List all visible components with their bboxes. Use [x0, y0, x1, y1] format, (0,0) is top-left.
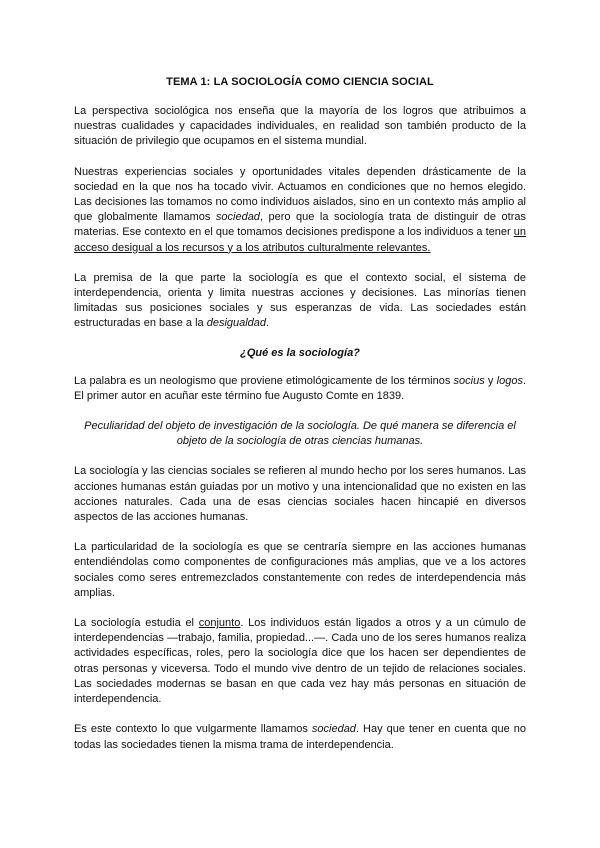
paragraph-8 [74, 722, 526, 752]
paragraph-3-text-c: . [266, 317, 270, 330]
paragraph-3 [74, 271, 526, 332]
section-heading: ¿Qué es la sociología? [240, 346, 360, 359]
paragraph-4-text-e: . El primer autor en acuñar este término fue Augusto Comte en 1839. [74, 374, 526, 402]
paragraph-6: La particularidad de la sociología es que se centraría siempre en las acciones humanas entendiéndolas como componentes de configuraciones más amplias, que ve a los actores sociales como seres entremezclados constantemente con redes de interdependencia más amplias. [74, 541, 526, 599]
paragraph-4 [74, 374, 526, 404]
paragraph-2-text-c: , pero que la sociología trata de distinguir de otras materias. Ese contexto en el que tomamos decisiones predispone a los individuos a tener [74, 211, 526, 239]
paragraph-5: La sociología y las ciencias sociales se refieren al mundo hecho por los seres humanos. Las acciones humanas están guiadas por un motivo y una intencionalidad que no existen en las acciones naturales. Cada una de esas ciencias sociales hacen hincapié en diversos aspectos de las acciones humanas. [74, 465, 526, 524]
paragraph-3-text-a: La premisa de la que parte la sociología es que el contexto social, el sistema de interdependencia, orienta y limita nuestras acciones y decisiones. Las minorías tienen limitadas sus posiciones sociales y sus esperanzas de vida. Las sociedades están estructuradas en base a la [74, 271, 526, 330]
paragraph-7-text-a: La sociología estudia el [74, 617, 199, 630]
paragraph-4-term-socius: socius [453, 374, 485, 387]
document-title: TEMA 1: LA SOCIOLOGÍA COMO CIENCIA SOCIAL [166, 76, 434, 88]
paragraph-7-text-c: . Los individuos están ligados a otros y a un cúmulo de interdependencias —trabajo, familia, propiedad...—. Cada uno de los seres humanos realiza actividades específicas, roles, pero la sociología dice que los hacen ser dependientes de otras personas y viceversa. Todo el mundo vive dentro de un tejido de relaciones sociales. Las sociedades modernas se basan en que cada vez hay más personas en situación de interdependencia. [74, 617, 526, 706]
paragraph-7-term-conjunto: conjunto [198, 617, 241, 630]
paragraph-7 [74, 616, 526, 707]
paragraph-2 [74, 165, 526, 256]
paragraph-8-term-sociedad: sociedad [311, 723, 356, 736]
paragraph-2-term-sociedad: sociedad [215, 211, 260, 224]
paragraph-3-term-desigualdad: desigualdad [206, 317, 267, 330]
paragraph-2-underlined: un acceso desigual a los recursos y a los atributos culturalmente relevantes. [74, 226, 526, 254]
italic-note: Peculiaridad del objeto de investigación de la sociología. De qué manera se diferencia el objeto de la sociología de otras ciencias humanas. [84, 420, 516, 448]
paragraph-8-text-a: Es este contexto lo que vulgarmente llamamos [74, 723, 312, 736]
paragraph-4-text-a: La palabra es un neologismo que proviene etimológicamente de los términos [74, 374, 454, 387]
paragraph-1: La perspectiva sociológica nos enseña que la mayoría de los logros que atribuimos a nuestras cualidades y capacidades individuales, en realidad son también producto de la situación de privilegio que ocupamos en el sistema mundial. [74, 105, 526, 148]
paragraph-2-text-a: Nuestras experiencias sociales y oportunidades vitales dependen drásticamente de la sociedad en la que nos ha tocado vivir. Actuamos en condiciones que no hemos elegido. Las decisiones las tomamos no como individuos aislados, sino en un contexto más amplio al que globalmente llamamos [74, 165, 526, 224]
paragraph-4-term-logos: logos [496, 374, 523, 387]
paragraph-8-text-c: . Hay que tener en cuenta que no todas las sociedades tienen la misma trama de interdependencia. [74, 723, 526, 751]
paragraph-4-text-c: y [484, 374, 497, 387]
